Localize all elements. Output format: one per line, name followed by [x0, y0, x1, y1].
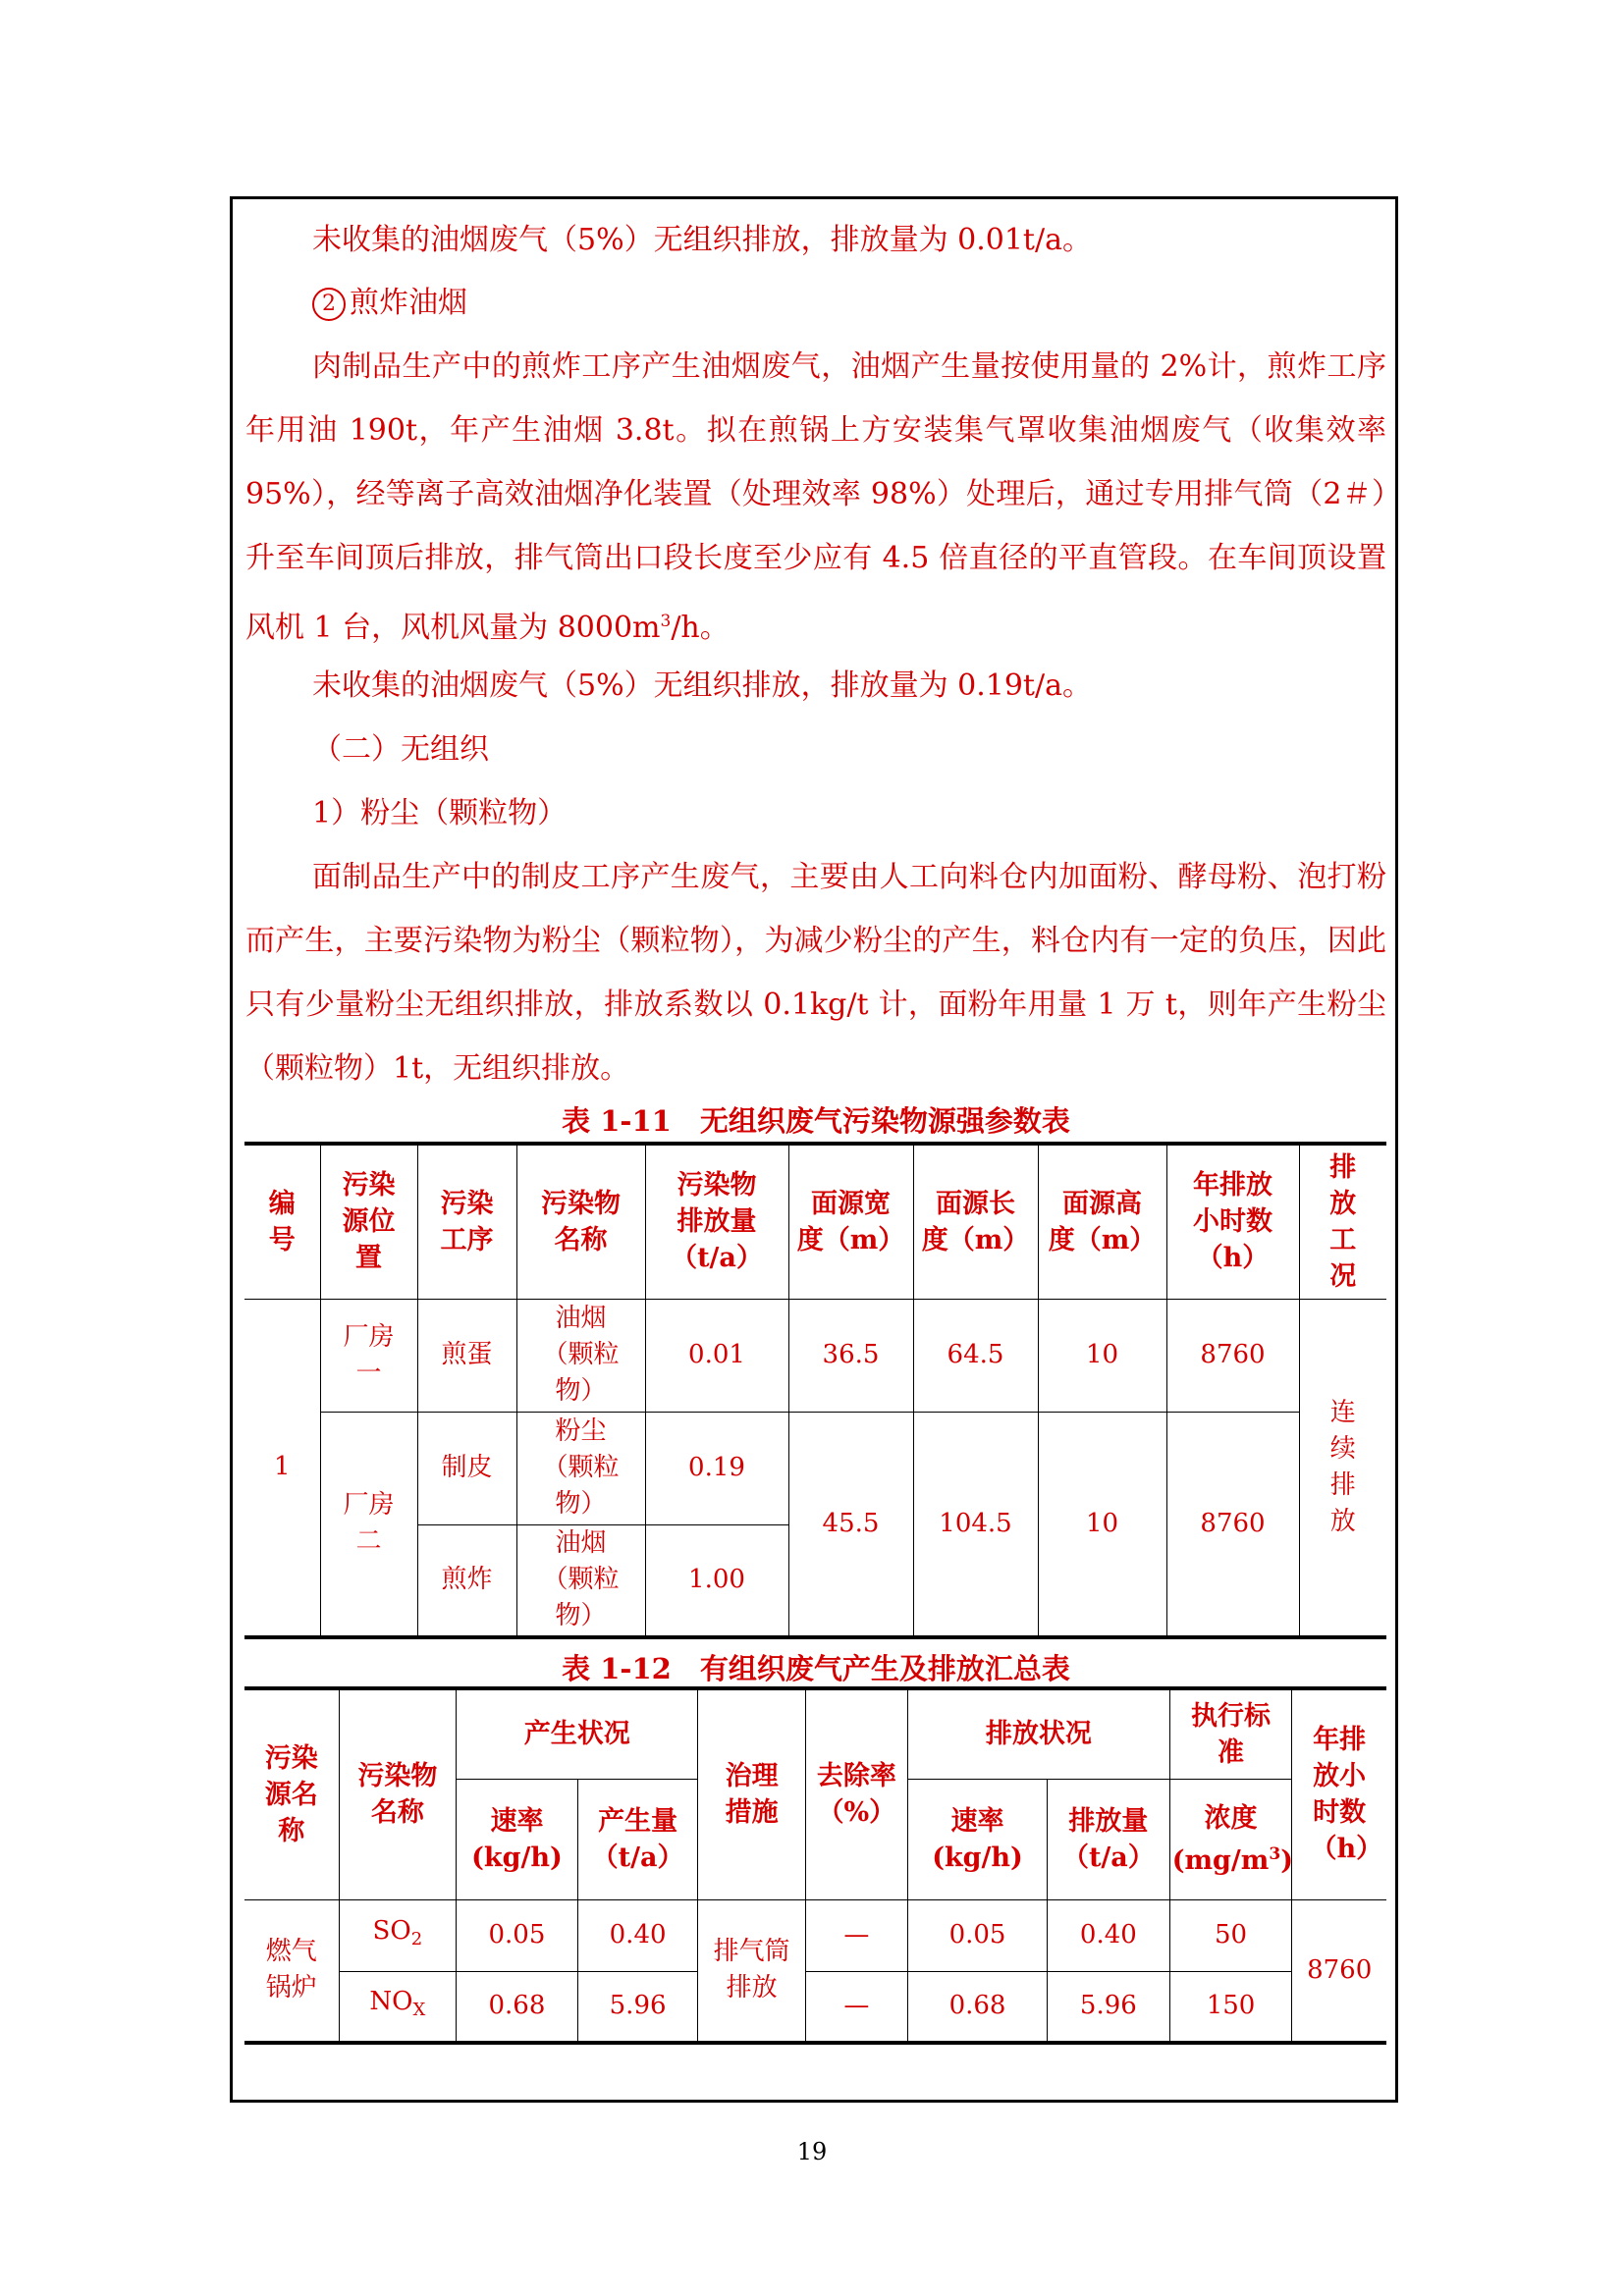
cell-location: 厂房一 — [320, 1299, 417, 1412]
header-process: 污染工序 — [417, 1144, 516, 1299]
cell-emission-rate: 0.05 — [907, 1899, 1047, 1971]
header-hours: 年排放 小时数 （h） — [1166, 1144, 1299, 1299]
paragraph-1: 未收集的油烟废气（5%）无组织排放，排放量为 0.01t/a。 — [312, 223, 1092, 257]
cell-length: 64.5 — [913, 1299, 1038, 1412]
header-removal: 去除率 （%） — [805, 1688, 907, 1899]
cell-process: 制皮 — [417, 1412, 516, 1524]
header-pollutant: 污染物名称 — [516, 1144, 645, 1299]
header-amount: 污染物 排放量 （t/a） — [645, 1144, 788, 1299]
circled-number: 2 — [312, 288, 346, 321]
header-rate: 速率 (kg/h) — [457, 1779, 578, 1899]
cell-amount: 0.01 — [645, 1299, 788, 1412]
cell-mode: 连续排放 — [1299, 1299, 1386, 1637]
table-1-12-caption: 表 1-12 有组织废气产生及排放汇总表 — [562, 1652, 1070, 1685]
table-row — [244, 1412, 1386, 1524]
table-header-row — [244, 1144, 1386, 1299]
header-concentration: 浓度 $(mg/m^3)$ — [1169, 1779, 1292, 1899]
header-location: 污染源位置 — [320, 1144, 417, 1299]
cell-removal: — — [805, 1971, 907, 2043]
cell-width: 45.5 — [788, 1412, 913, 1637]
cell-concentration: 50 — [1169, 1899, 1292, 1971]
cell-hours: 8760 — [1166, 1299, 1299, 1412]
superscript-3: 3 — [660, 612, 672, 631]
heading-frying-fumes-text: 煎炸油烟 — [350, 286, 467, 320]
header-standard: 执行标准 — [1169, 1688, 1292, 1779]
cell-rate: 0.68 — [457, 1971, 578, 2043]
section-heading-unorganized: （二）无组织 — [312, 732, 489, 767]
table-1-12 — [244, 1686, 1386, 2045]
cell-concentration: 150 — [1169, 1971, 1292, 2043]
heading-frying-fumes — [245, 271, 1386, 335]
header-height: 面源高 度（m） — [1038, 1144, 1166, 1299]
cell-pollutant: $SO_2$ — [339, 1899, 457, 1971]
cell-width: 36.5 — [788, 1299, 913, 1412]
paragraph-dust: 面制品生产中的制皮工序产生废气，主要由人工向料仓内加面粉、酵母粉、泡打粉而产生，主要污染物为粉尘（颗粒物），为减少粉尘的产生，料仓内有一定的负压，因此只有少量粉尘无组织排放，排放系数以 0.1kg/t 计，面粉年用量 1 万 t，则年产生粉尘（颗粒物）1t，无组织排放。 — [245, 860, 1386, 1086]
cell-pollutant: $NO_X$ — [339, 1971, 457, 2043]
subsection-heading-dust: 1）粉尘（颗粒物） — [312, 796, 568, 830]
paragraph-frying-tail: /h。 — [671, 611, 730, 645]
header-length: 面源长 度（m） — [913, 1144, 1038, 1299]
table-1-11 — [244, 1142, 1386, 1639]
cell-removal: — — [805, 1899, 907, 1971]
table-row — [244, 1899, 1386, 1971]
cell-process: 煎蛋 — [417, 1299, 516, 1412]
page-number: 19 — [796, 2138, 828, 2165]
cell-amount: 5.96 — [577, 1971, 698, 2043]
header-hours: 年排放小时数（h） — [1292, 1688, 1386, 1899]
header-pollutant: 污染物名称 — [339, 1688, 457, 1899]
header-emission-rate: 速率 (kg/h) — [907, 1779, 1047, 1899]
table-1-11-caption: 表 1-11 无组织废气污染物源强参数表 — [562, 1104, 1070, 1138]
cell-height: 10 — [1038, 1412, 1166, 1637]
cell-measure: 排气筒排放 — [698, 1899, 805, 2043]
cell-pollutant: 油烟（颗粒物） — [516, 1524, 645, 1637]
cell-rate: 0.05 — [457, 1899, 578, 1971]
header-amount: 产生量 （t/a） — [577, 1779, 698, 1899]
cell-length: 104.5 — [913, 1412, 1038, 1637]
paragraph-frying-text: 肉制品生产中的煎炸工序产生油烟废气，油烟产生量按使用量的 2%计，煎炸工序年用油 190t，年产生油烟 3.8t。拟在煎锅上方安装集气罩收集油烟废气（收集效率 95%），经等离子高效油烟净化装置（处理效率 98%）处理后，通过专用排气筒（2＃）升至车间顶后排放，排气筒出口段长度至少应有 4.5 倍直径的平直管段。在车间顶设置风机 1 台，风机风量为 8000m — [245, 349, 1386, 645]
header-measure: 治理措施 — [698, 1688, 805, 1899]
table-row — [244, 1971, 1386, 2043]
header-emission-amount: 排放量 （t/a） — [1048, 1779, 1170, 1899]
paragraph-frying — [245, 335, 1386, 660]
header-width: 面源宽 度（m） — [788, 1144, 913, 1299]
header-mode: 排放工况 — [1299, 1144, 1386, 1299]
cell-hours: 8760 — [1292, 1899, 1386, 2043]
cell-height: 10 — [1038, 1299, 1166, 1412]
cell-amount: 1.00 — [645, 1524, 788, 1637]
cell-pollutant: 粉尘（颗粒物） — [516, 1412, 645, 1524]
cell-emission-rate: 0.68 — [907, 1971, 1047, 2043]
cell-id: 1 — [244, 1299, 320, 1637]
cell-source: 燃气锅炉 — [244, 1899, 339, 2043]
cell-amount: 0.40 — [577, 1899, 698, 1971]
header-id: 编号 — [244, 1144, 320, 1299]
cell-emission-amount: 5.96 — [1048, 1971, 1170, 2043]
header-emission: 排放状况 — [907, 1688, 1169, 1779]
table-header-row — [244, 1688, 1386, 1779]
cell-pollutant: 油烟（颗粒物） — [516, 1299, 645, 1412]
cell-location: 厂房二 — [320, 1412, 417, 1637]
cell-emission-amount: 0.40 — [1048, 1899, 1170, 1971]
header-source: 污染源名称 — [244, 1688, 339, 1899]
paragraph-4: 未收集的油烟废气（5%）无组织排放，排放量为 0.19t/a。 — [312, 668, 1092, 703]
table-row — [244, 1299, 1386, 1412]
header-production: 产生状况 — [457, 1688, 698, 1779]
cell-hours: 8760 — [1166, 1412, 1299, 1637]
cell-amount: 0.19 — [645, 1412, 788, 1524]
cell-process: 煎炸 — [417, 1524, 516, 1637]
